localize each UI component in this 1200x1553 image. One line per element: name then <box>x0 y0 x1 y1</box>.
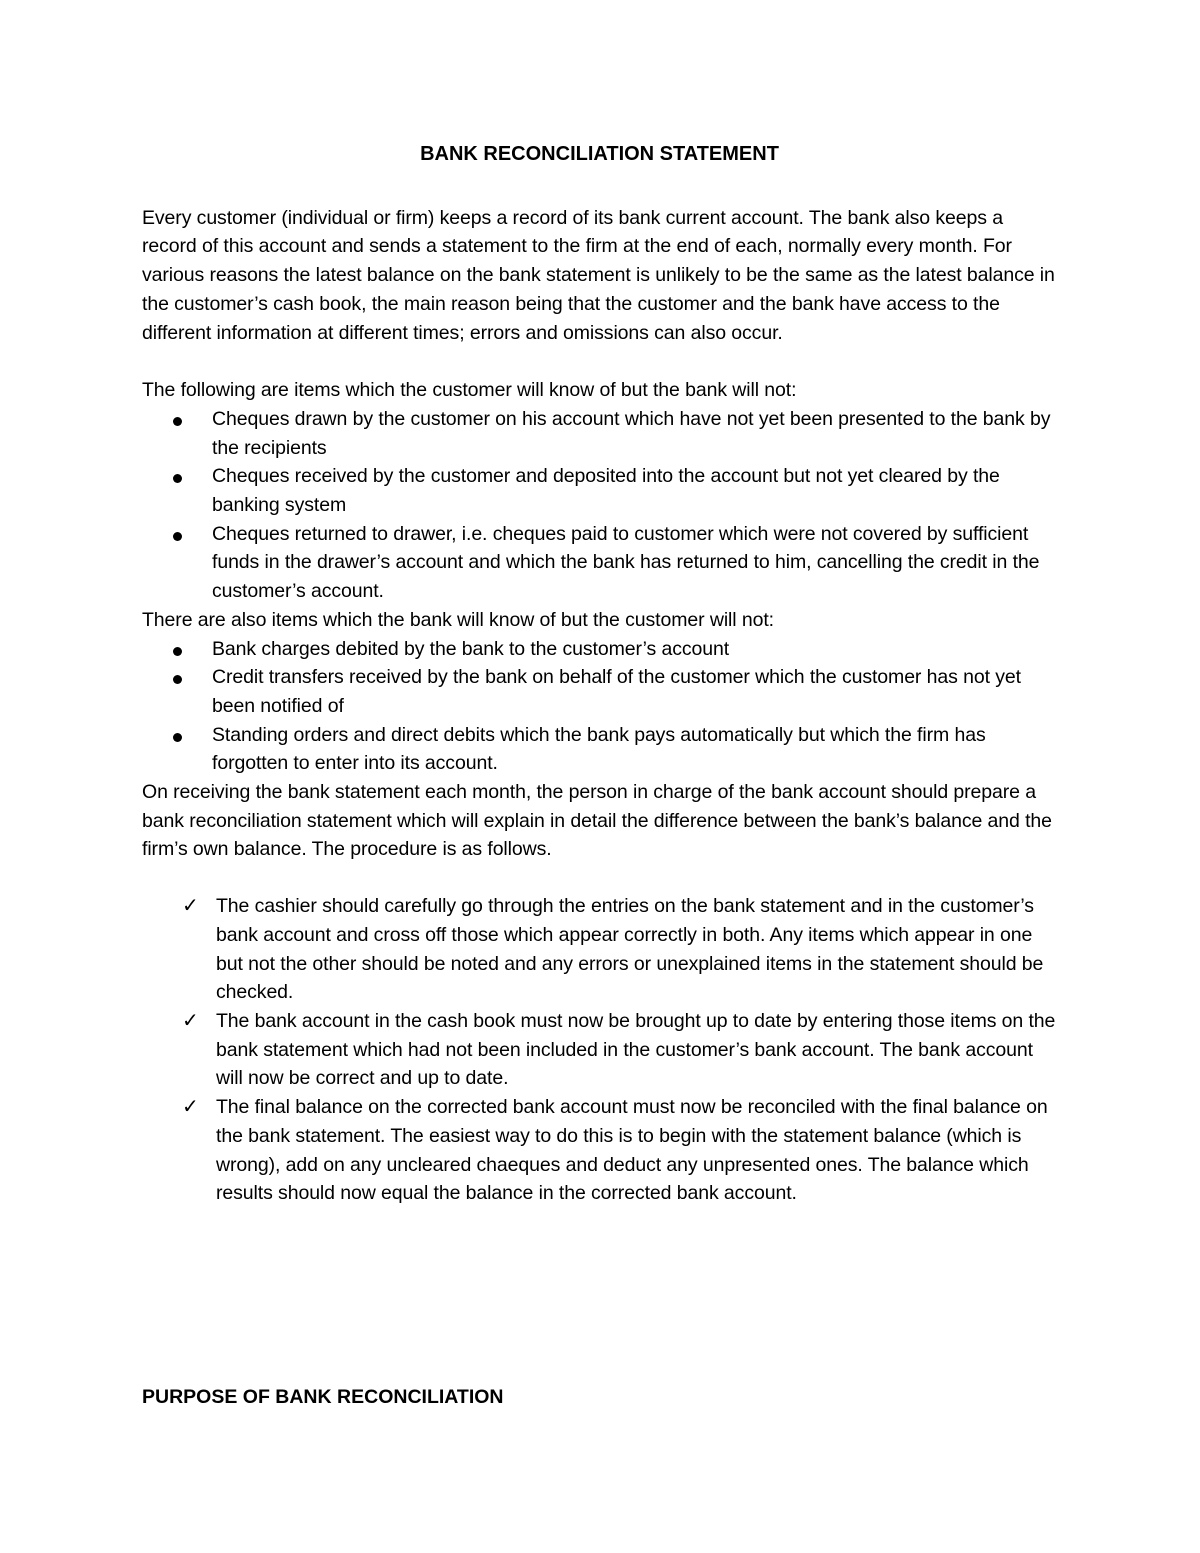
list-item-text: Cheques returned to drawer, i.e. cheques paid to customer which were not covered by sufficient funds in the drawer’s account and which the bank has returned to him, cancelling the credit in the customer’s account. <box>212 522 1040 603</box>
list-item-text: Cheques drawn by the customer on his account which have not yet been presented to the bank by the recipients <box>212 407 1051 459</box>
bullet-dot-icon <box>173 532 182 541</box>
section-heading: PURPOSE OF BANK RECONCILIATION <box>142 1386 504 1408</box>
document-body <box>142 140 1057 1208</box>
list-item <box>142 462 1057 519</box>
intro-paragraph: Every customer (individual or firm) keeps a record of its bank current account. The bank also keeps a record of this account and sends a statement to the firm at the end of each, normally every month. For various reasons the latest balance on the bank statement is unlikely to be the same as the latest balance in the customer’s cash book, the main reason being that the customer and the bank have access to the different information at different times; errors and omissions can also occur. <box>142 206 1055 344</box>
list-item <box>142 721 1057 778</box>
bullet-dot-icon <box>173 675 182 684</box>
list-item-text: The final balance on the corrected bank account must now be reconciled with the final balance on the bank statement. The easiest way to do this is to begin with the statement balance (which is wrong), add on any uncleared chaeques and deduct any unpresented ones. The balance which results should now equal the balance in the corrected bank account. <box>216 1096 1048 1205</box>
list-item-text: Standing orders and direct debits which the bank pays automatically but which the firm has forgotten to enter into its account. <box>212 723 986 775</box>
list-item <box>142 892 1057 1007</box>
bullet-dot-icon <box>173 474 182 483</box>
list-item <box>142 663 1057 720</box>
procedure-intro-paragraph: On receiving the bank statement each month, the person in charge of the bank account should prepare a bank reconciliation statement which will explain in detail the difference between the bank’s balance and the firm’s own balance. The procedure is as follows. <box>142 781 1052 861</box>
list-item <box>142 635 1057 664</box>
checkmark-icon: ✓ <box>182 1096 199 1119</box>
checkmark-icon: ✓ <box>182 895 199 918</box>
bullet-dot-icon <box>173 647 182 656</box>
list-item <box>142 520 1057 606</box>
list-item-text: Bank charges debited by the bank to the customer’s account <box>212 637 730 660</box>
list-item-text: Credit transfers received by the bank on behalf of the customer which the customer has not yet been notified of <box>212 666 1021 717</box>
list-item <box>142 1007 1057 1093</box>
customer-items-heading: The following are items which the customer will know of but the bank will not: <box>142 379 797 402</box>
list-item <box>142 1093 1057 1208</box>
list-item-text: The cashier should carefully go through the entries on the bank statement and in the customer’s bank account and cross off those which appear correctly in both. Any items which appear in one but not the other should be noted and any errors or unexplained items in the statement should be checked. <box>216 895 1044 1004</box>
procedure-steps-list <box>142 892 1057 1208</box>
bank-items-heading: There are also items which the bank will know of but the customer will not: <box>142 608 774 631</box>
checkmark-icon: ✓ <box>182 1009 199 1032</box>
bank-items-list <box>142 635 1057 779</box>
bullet-dot-icon <box>173 733 182 742</box>
bullet-dot-icon <box>173 417 182 426</box>
list-item-text: Cheques received by the customer and deposited into the account but not yet cleared by the banking system <box>212 465 1000 517</box>
customer-items-list <box>142 405 1057 606</box>
list-item-text: The bank account in the cash book must now be brought up to date by entering those items on the bank statement which had not been included in the customer’s bank account. The bank account will now be correct and up to date. <box>216 1009 1056 1090</box>
list-item <box>142 405 1057 462</box>
page-title: BANK RECONCILIATION STATEMENT <box>420 143 779 165</box>
